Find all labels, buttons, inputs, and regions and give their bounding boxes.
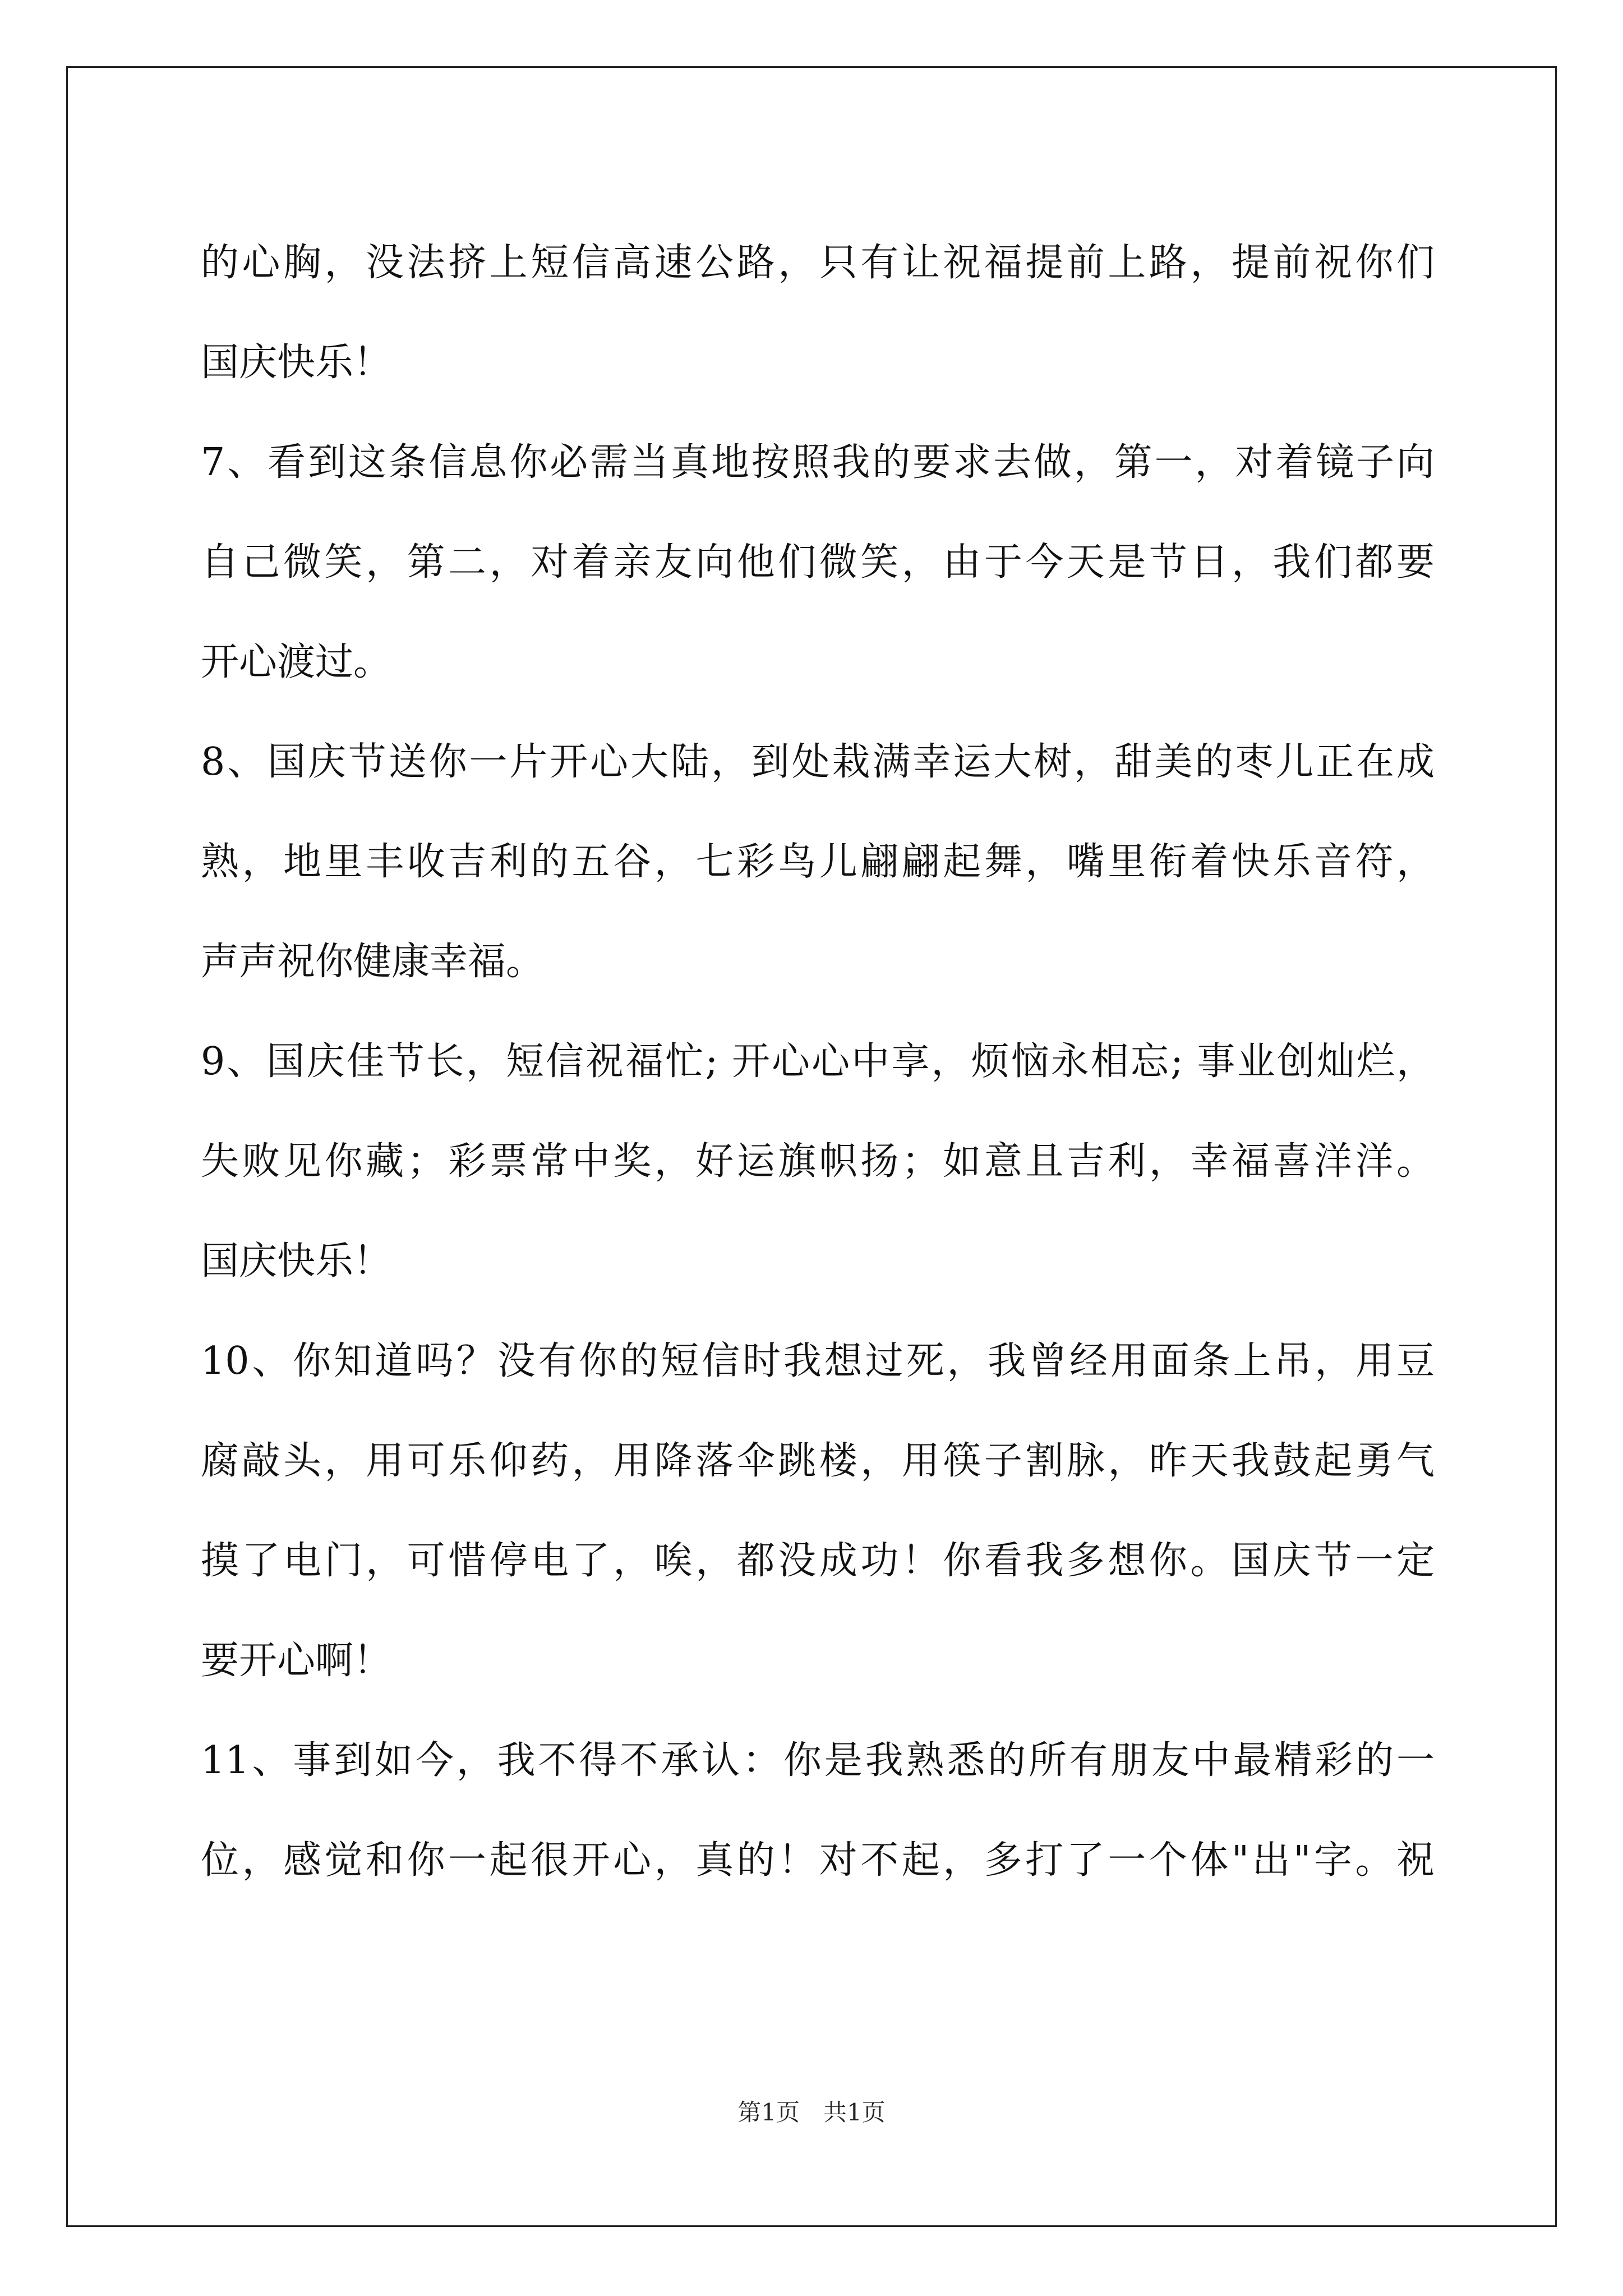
text-line: 要开心啊！ bbox=[201, 1639, 392, 1683]
text-line: 声声祝你健康幸福。 bbox=[201, 940, 545, 984]
text-line: 7、看到这条信息你必需当真地按照我的要求去做，第一，对着镜子向 bbox=[201, 440, 1435, 485]
text-line: 失败见你藏；彩票常中奖，好运旗帜扬；如意且吉利，幸福喜洋洋。 bbox=[201, 1139, 1435, 1184]
text-line: 9、国庆佳节长，短信祝福忙; 开心心中享，烦恼永相忘; 事业创灿烂， bbox=[201, 1039, 1435, 1084]
text-line: 国庆快乐！ bbox=[201, 1239, 392, 1283]
text-line: 10、你知道吗？没有你的短信时我想过死，我曾经用面条上吊，用豆 bbox=[201, 1339, 1435, 1383]
text-line: 11、事到如今，我不得不承认：你是我熟悉的所有朋友中最精彩的一 bbox=[201, 1738, 1435, 1783]
text-line: 摸了电门，可惜停电了，唉，都没成功！你看我多想你。国庆节一定 bbox=[201, 1539, 1435, 1583]
text-line: 8、国庆节送你一片开心大陆，到处栽满幸运大树，甜美的枣儿正在成 bbox=[201, 740, 1435, 784]
text-line: 位，感觉和你一起很开心，真的！对不起，多打了一个体"出"字。祝 bbox=[201, 1838, 1435, 1883]
text-line: 自己微笑，第二，对着亲友向他们微笑，由于今天是节日，我们都要 bbox=[201, 540, 1435, 585]
text-line: 国庆快乐！ bbox=[201, 341, 392, 385]
text-line: 开心渡过。 bbox=[201, 640, 392, 684]
text-line: 熟，地里丰收吉利的五谷，七彩鸟儿翩翩起舞，嘴里衔着快乐音符， bbox=[201, 840, 1435, 884]
text-line: 腐敲头，用可乐仰药，用降落伞跳楼，用筷子割脉，昨天我鼓起勇气 bbox=[201, 1439, 1435, 1483]
text-line: 的心胸，没法挤上短信高速公路，只有让祝福提前上路，提前祝你们 bbox=[201, 241, 1435, 285]
page-number-footer: 第1页 共1页 bbox=[737, 2099, 886, 2126]
document-body bbox=[201, 213, 1435, 1911]
